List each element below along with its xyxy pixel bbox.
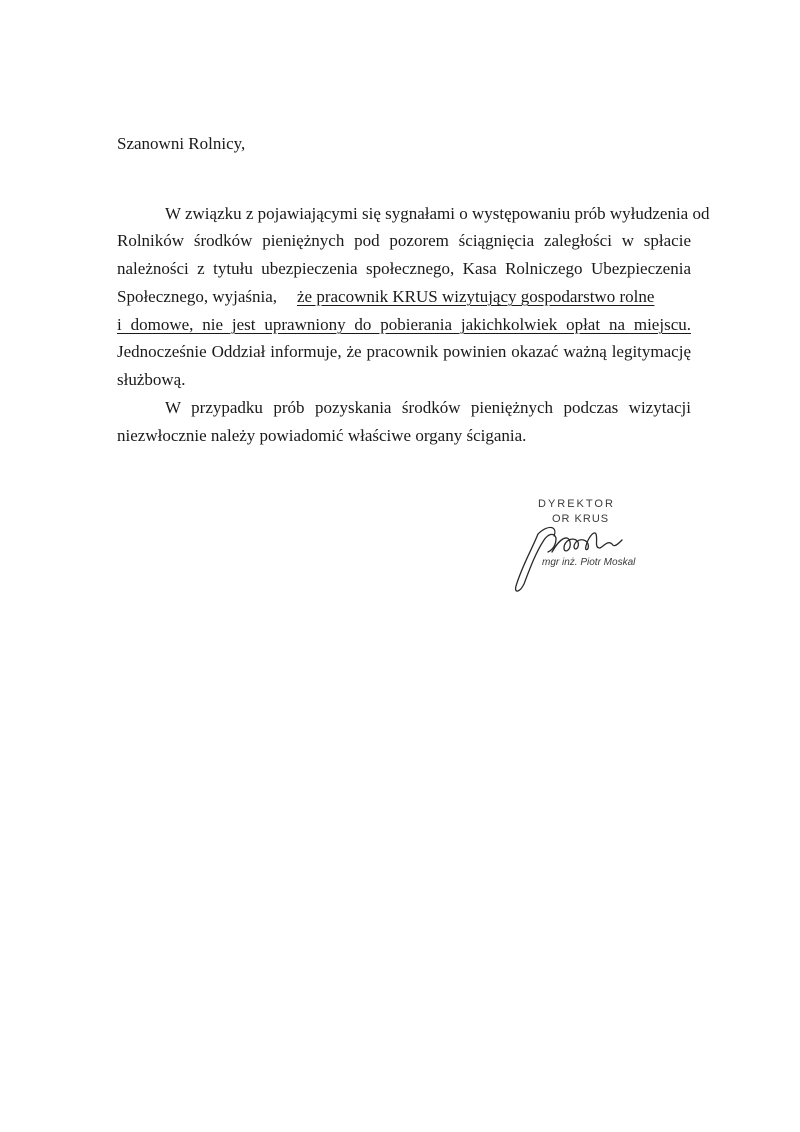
handwritten-signature: [508, 494, 658, 604]
greeting: Szanowni Rolnicy,: [117, 134, 246, 153]
paragraph-1-line-1: W związku z pojawiającymi się sygnałami o występowaniu prób wyłudzenia od: [165, 204, 710, 223]
paragraph-1-line-4-start: Społecznego, wyjaśnia,: [117, 287, 278, 306]
paragraph-2-line-1: W przypadku prób pozyskania środków pieniężnych podczas wizytacji: [165, 398, 691, 417]
paragraph-1-line-2: Rolników środków pieniężnych pod pozorem ściągnięcia zaległości w spłacie: [117, 231, 691, 250]
stamp-name: mgr inż. Piotr Moskal: [542, 557, 636, 568]
underlined-notice-part-2: i domowe, nie jest uprawniony do pobierania jakichkolwiek opłat na miejscu.: [117, 315, 691, 334]
underlined-notice-part-1: że pracownik KRUS wizytujący gospodarstwo rolne: [297, 287, 655, 306]
paragraph-1-line-4: [117, 286, 691, 308]
paragraph-1-line-3: należności z tytułu ubezpieczenia społecznego, Kasa Rolniczego Ubezpieczenia: [117, 259, 691, 278]
stamp-title: DYREKTOR: [538, 498, 615, 510]
paragraph-1-line-7: służbową.: [117, 370, 186, 389]
paragraph-1-line-6: Jednocześnie Oddział informuje, że pracownik powinien okazać ważną legitymację: [117, 342, 691, 361]
director-stamp: [508, 494, 658, 604]
stamp-org: OR KRUS: [552, 513, 610, 525]
paragraph-2-line-2: niezwłocznie należy powiadomić właściwe organy ścigania.: [117, 426, 527, 445]
